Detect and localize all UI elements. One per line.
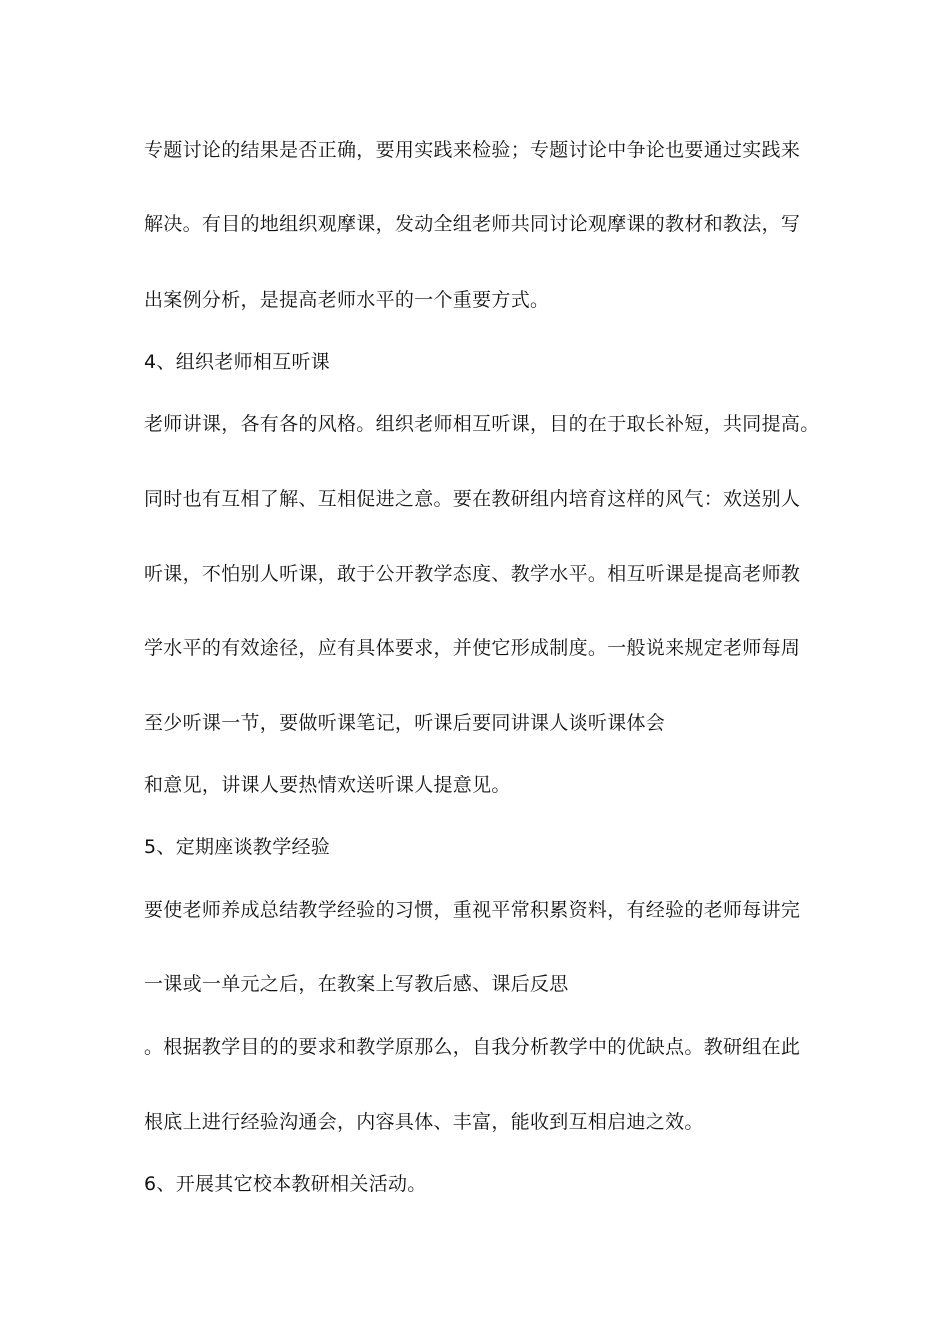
paragraph-line: 要使老师养成总结教学经验的习惯，重视平常积累资料，有经验的老师每讲完	[144, 899, 801, 921]
paragraph-line: 学水平的有效途径，应有具体要求，并使它形成制度。一般说来规定老师每周	[144, 637, 801, 659]
paragraph-line: 。根据教学目的的要求和教学原那么，自我分析教学中的优缺点。教研组在此	[144, 1036, 801, 1058]
paragraph-line: 听课，不怕别人听课，敢于公开教学态度、教学水平。相互听课是提高老师教	[144, 563, 801, 585]
paragraph-line: 至少听课一节，要做听课笔记，听课后要同讲课人谈听课体会	[144, 712, 666, 734]
section-heading-4: 4、组织老师相互听课	[144, 351, 331, 373]
paragraph-line: 出案例分析，是提高老师水平的一个重要方式。	[144, 289, 550, 311]
paragraph-line: 解决。有目的地组织观摩课，发动全组老师共同讨论观摩课的教材和教法，写	[144, 213, 801, 235]
paragraph-line: 专题讨论的结果是否正确，要用实践来检验；专题讨论中争论也要通过实践来	[144, 139, 801, 161]
paragraph-line: 和意见，讲课人要热情欢送听课人提意见。	[144, 774, 511, 796]
paragraph-line: 同时也有互相了解、互相促进之意。要在教研组内培育这样的风气：欢送别人	[144, 488, 801, 510]
section-heading-6: 6、开展其它校本教研相关活动。	[144, 1173, 427, 1195]
section-heading-5: 5、定期座谈教学经验	[144, 836, 331, 858]
paragraph-line: 老师讲课，各有各的风格。组织老师相互听课，目的在于取长补短，共同提高。	[144, 413, 820, 435]
paragraph-line: 根底上进行经验沟通会，内容具体、丰富，能收到互相启迪之效。	[144, 1111, 704, 1133]
paragraph-line: 一课或一单元之后，在教案上写教后感、课后反思	[144, 973, 569, 995]
